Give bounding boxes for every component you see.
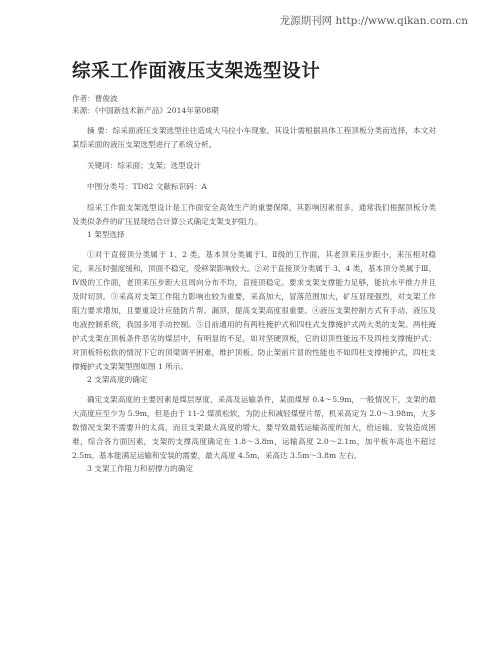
author-line: 作者：曹俊波 [72, 94, 118, 103]
section-heading-1: 1 架型选择 [87, 230, 125, 239]
article-body [72, 60, 436, 475]
site-banner: 龙源期刊网 http://www.qikan.com.cn [279, 15, 468, 27]
keywords: 关键词：综采面；支架；选型设计 [87, 161, 201, 170]
abstract: 摘 要：综采面液压支架选型往往造成大马拉小车现象，其设计需根据具体工程顶板分类而选择，本文对某综采面的液压支架选型进行了系统分析。 [72, 126, 436, 149]
section-body-2: 确定支架高度的主要因素是煤层厚度、采高及运输条件，某面煤厚 0.4～5.9m，一般情况下，支架的最大高度应至少为 5.9m，但是由于 11-2 煤质松软，为防止和减轻煤壁片帮，机采高定为 2.0～3.98m，大多数情况支架不需要升的太高，而且支架最大高度的增大，要导致最低运输高度的加大，给运输、安装造成困难，综合各方面因素，支架的支撑高度确定在 1.8～3.8m，运输高度 2.0～2.1m，加平板车高也不超过 2.5m。基本能满足运输和安装的需要，最大高度 4.5m，采高达 3.5m～3.8m 左右。 [72, 395, 436, 460]
source-line: 来源：《中国新技术新产品》2014年第08期 [72, 105, 219, 115]
section-body-1: ①对于直接顶分类属于 1、2 类，基本顶分类属于Ⅰ、Ⅱ级的工作面，其老顶来压步距小，来压相对稳定，来压时强度缓和，顶面不稳定，受移架影响较大。②对于直接顶分类属于 3、4 类，基本顶分类属于Ⅲ、Ⅳ级的工作面，老顶来压步距大且周向分布不均，直接顶稳定。要求支架支撑能力足够，能抗水平推力并且及时切顶。③采高对支架工作阻力影响也较为重要，采高加大，冒落范围加大，矿压显现强烈，对支架工作阻力要求增加，且要重设计应能防片帮、漏顶，提高支架高度很重要。④液压支架控制方式有手动、液压及电液控制系统，我国多用手动控制。⑤目前通用的有两柱掩护式和四柱式支撑掩护式两大类的支架。两柱掩护式支架在顶板条件恶劣的煤层中，有明显的不足，如对坚硬顶板，它的切顶性能远不及四柱支撑掩护式；对顶板特松软的情况下它的顶梁调平困难，维护顶板、防止架前片冒的性能也不如四柱支撑掩护式，四柱支撑掩护式支架架型图如图 1 所示。 [72, 250, 436, 371]
article-title: 综采工作面液压支架选型设计 [72, 61, 321, 82]
classification-code: 中图分类号：TD82 文献标识码：A [87, 182, 207, 191]
section-heading-2: 2 支架高度的确定 [87, 375, 148, 384]
intro-paragraph: 综采工作面支架选型设计是工作面安全高效生产的重要保障，其影响因素很多，通常我们根据顶板分类及类似条件的矿压显现结合计算公式确定支架支护阻力。 [72, 203, 436, 226]
section-heading-3: 3 支架工作阻力和初撑力的确定 [87, 464, 193, 473]
